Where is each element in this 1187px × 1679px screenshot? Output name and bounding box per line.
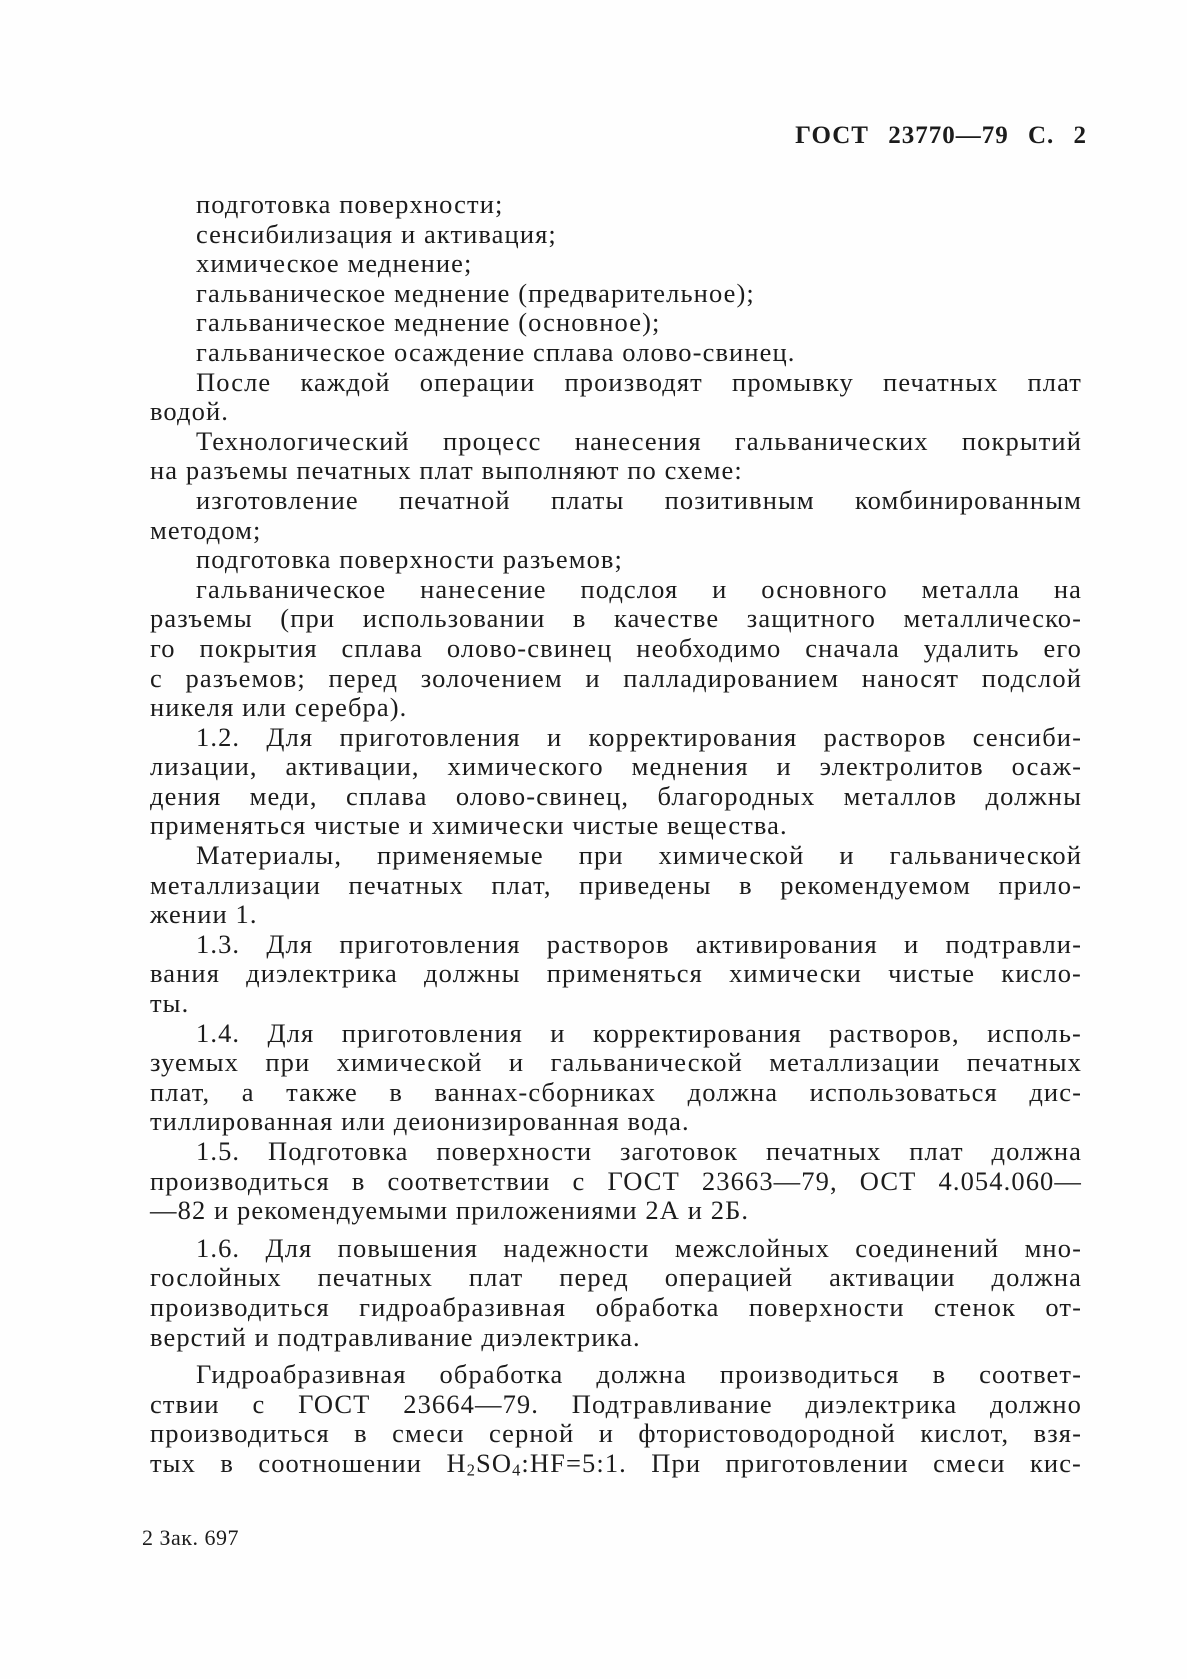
text-line: гальваническое осаждение сплава олово-свинец. (196, 336, 796, 367)
header-page-number: 2 (1073, 122, 1087, 149)
text-line: дения меди, сплава олово-свинец, благородных металлов должны (150, 780, 1082, 811)
header-standard: ГОСТ (795, 122, 869, 149)
text-line: химическое меднение; (196, 248, 473, 279)
text-line: гальваническое меднение (основное); (196, 307, 661, 338)
document-body (150, 190, 1082, 1479)
text-line: верстий и подтравливание диэлектрика. (150, 1321, 641, 1352)
text-line: водой. (150, 396, 229, 427)
text-line: —82 и рекомендуемыми приложениями 2А и 2Б. (150, 1195, 750, 1226)
page-header (795, 122, 1087, 150)
text-line: 1.6. Для повышения надежности межслойных соединений мно- (196, 1232, 1082, 1263)
text-line: зуемых при химической и гальванической металлизации печатных (150, 1047, 1082, 1078)
chemical-formula: $H_2SO_4:HF=5:1$. (446, 1447, 627, 1480)
text-line: производиться в смеси серной и фтористоводородной кислот, взя- (150, 1418, 1082, 1449)
text-line: методом; (150, 514, 262, 545)
text-line: 1.5. Подготовка поверхности заготовок печатных плат должна (196, 1136, 1082, 1166)
text-line: ты. (150, 988, 190, 1019)
text-line: тиллированная или деионизированная вода. (150, 1106, 690, 1137)
text-line-start: тых в соотношении (150, 1447, 447, 1478)
text-line: производиться гидроабразивная обработка поверхности стенок от- (150, 1291, 1082, 1322)
header-page-label: С. (1027, 122, 1055, 149)
text-line: гослойных печатных плат перед операцией активации должна (150, 1262, 1082, 1293)
text-line-formula (150, 1449, 1082, 1479)
text-line: жении 1. (150, 899, 258, 930)
text-line: лизации, активации, химического меднения и электролитов осаж- (150, 751, 1082, 782)
text-line: После каждой операции производят промывку печатных плат (196, 366, 1082, 397)
text-line: Гидроабразивная обработка должна производиться в соответ- (196, 1359, 1082, 1390)
text-line: применяться чистые и химически чистые вещества. (150, 810, 788, 841)
text-line: металлизации печатных плат, приведены в рекомендуемом прило- (150, 869, 1082, 900)
text-line: ствии с ГОСТ 23664—79. Подтравливание диэлектрика должно (150, 1388, 1082, 1419)
text-line: разъемы (при использовании в качестве защитного металлическо- (150, 603, 1082, 634)
text-line: подготовка поверхности; (196, 189, 504, 219)
text-line: Материалы, применяемые при химической и гальванической (196, 840, 1082, 871)
text-line: го покрытия сплава олово-свинец необходимо сначала удалить его (150, 632, 1082, 663)
text-line: гальваническое нанесение подслоя и основного металла на (196, 573, 1082, 604)
text-line: плат, а также в ваннах-сборниках должна использоваться дис- (150, 1076, 1082, 1107)
text-line: сенсибилизация и активация; (196, 218, 557, 249)
text-line: 1.4. Для приготовления и корректирования растворов, исполь- (196, 1017, 1082, 1048)
text-line: на разъемы печатных плат выполняют по схеме: (150, 455, 743, 486)
text-line: гальваническое меднение (предварительное); (196, 277, 755, 308)
text-line: изготовление печатной платы позитивным комбинированным (196, 484, 1082, 515)
text-line: вания диэлектрика должны применяться химически чистые кисло- (150, 958, 1082, 989)
header-number: 23770—79 (888, 122, 1009, 149)
text-line-end: При приготовлении смеси кис- (626, 1447, 1082, 1478)
text-line: 1.3. Для приготовления растворов активирования и подтравли- (196, 928, 1082, 959)
text-line: с разъемов; перед золочением и палладированием наносят подслой (150, 662, 1082, 693)
page-footer: 2 Зак. 697 (142, 1525, 239, 1550)
text-line: подготовка поверхности разъемов; (196, 544, 623, 575)
text-line: 1.2. Для приготовления и корректирования растворов сенсиби- (196, 721, 1082, 752)
text-line: никеля или серебра). (150, 692, 408, 723)
text-line: производиться в соответствии с ГОСТ 23663—79, ОСТ 4.054.060— (150, 1165, 1082, 1196)
text-line: Технологический процесс нанесения гальванических покрытий (196, 425, 1082, 456)
